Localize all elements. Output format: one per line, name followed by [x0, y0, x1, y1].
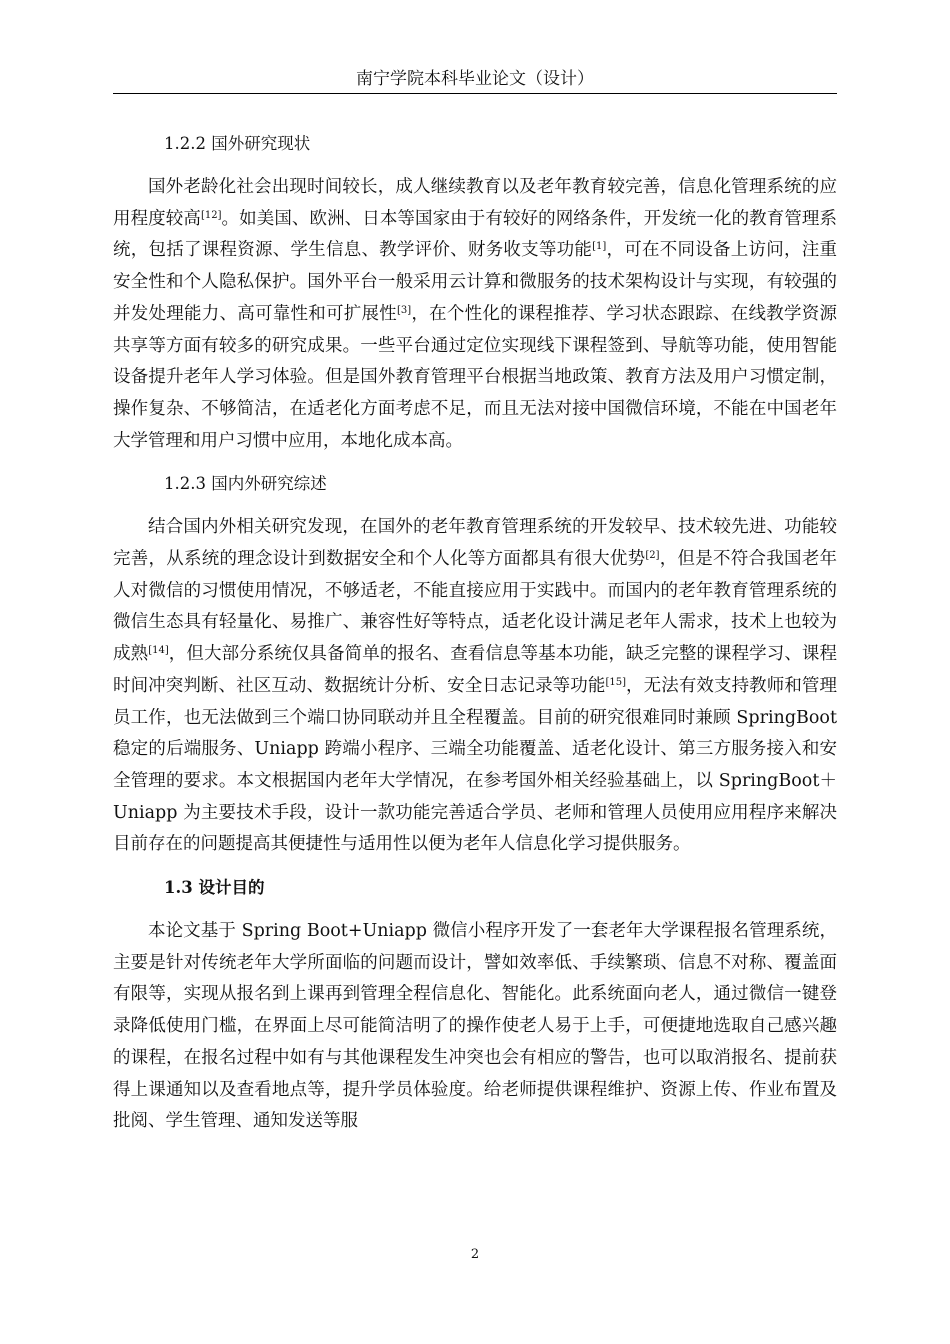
para-text: ，无法有效支持教师和管理员工作，也无法做到三个端口协同联动并且全程覆盖。目前的研究很难同时兼顾 SpringBoot 稳定的后端服务、Uniapp 跨端小程序、三端全功能覆盖、适老化设计、第三方服务接入和安全管理的要求。本文根据国内老年大学情况，在参考国外相关经验基础上，以 SpringBoot＋Uniapp 为主要技术手段，设计一款功能完善适合学员、老师和管理人员使用应用程序来解决目前存在的问题提高其便捷性与适用性以便为老年人信息化学习提供服务。 — [113, 675, 838, 855]
citation: [12] — [200, 209, 222, 221]
subsection-heading-1-2-2: 1.2.2 国外研究现状 — [164, 134, 311, 153]
para-text: ，但大部分系统仅具备简单的报名、查看信息等基本功能，缺乏完整的课程学习、课程时间冲突判断、社区互动、数据统计分析、安全日志记录等功能 — [113, 644, 838, 696]
para-text: 结合国内外相关研究发现，在国外的老年教育管理系统的开发较早、技术较先进、功能较完善，从系统的理念设计到数据安全和个人化等方面都具有很大优势 — [113, 517, 837, 570]
para-text: ，但是不符合我国老年人对微信的习惯使用情况，不够适老，不能直接应用于实践中。而国内的老年教育管理系统的微信生态具有轻量化、易推广、兼容性好等特点，适老化设计满足老年人需求，技术上也较为成熟 — [113, 549, 838, 665]
paragraph-research-review — [113, 512, 837, 861]
citation: [15] — [605, 676, 626, 688]
citation: [2] — [645, 550, 660, 562]
header-rule — [113, 93, 837, 94]
page-number: 2 — [470, 1247, 480, 1262]
para-text: 。如美国、欧洲、日本等国家由于有较好的网络条件，开发统一化的教育管理系统，包括了课程资源、学生信息、教学评价、财务收支等功能 — [113, 208, 838, 261]
citation: [1] — [592, 241, 607, 253]
paragraph-design-purpose — [113, 916, 837, 1138]
para-text: ，在个性化的课程推荐、学习状态跟踪、在线教学资源共享等方面有较多的研究成果。一些平台通过定位实现线下课程签到、导航等功能，使用智能设备提升老年人学习体验。但是国外教育管理平台根据当地政策、教育方法及用户习惯定制，操作复杂、不够简洁，在适老化方面考虑不足，而且无法对接中国微信环境，不能在中国老年大学管理和用户习惯中应用，本地化成本高。 — [113, 303, 838, 451]
subsection-heading-1-2-3: 1.2.3 国内外研究综述 — [164, 474, 327, 494]
citation: [3] — [396, 304, 412, 316]
para-text: 国外老龄化社会出现时间较长，成人继续教育以及老年教育较完善，信息化管理系统的应用程度较高 — [113, 177, 837, 229]
para-text: ，可在不同设备上访问，注重安全性和个人隐私保护。国外平台一般采用云计算和微服务的技术架构设计与实现，有较强的并发处理能力、高可靠性和可扩展性 — [113, 240, 838, 324]
page-body — [113, 128, 837, 1138]
para-text: 本论文基于 Spring Boot+Uniapp 微信小程序开发了一套老年大学课程报名管理系统，主要是针对传统老年大学所面临的问题而设计，譬如效率低、手续繁琐、信息不对称、覆盖面有限等，实现从报名到上课再到管理全程信息化、智能化。此系统面向老人，通过微信一键登录降低使用门槛，在界面上尽可能简洁明了的操作使老人易于上手，可便捷地选取自己感兴趣的课程，在报名过程中如有与其他课程发生冲突也会有相应的警告，也可以取消报名、提前获得上课通知以及查看地点等，提升学员体验度。给老师提供课程维护、资源上传、作业布置及批阅、学生管理、通知发送等服 — [113, 921, 837, 1132]
paragraph-foreign-research — [113, 172, 837, 457]
citation: [14] — [148, 645, 169, 657]
section-heading-1-3: 1.3 设计目的 — [164, 878, 265, 898]
running-header: 南宁学院本科毕业论文（设计） — [356, 69, 594, 89]
